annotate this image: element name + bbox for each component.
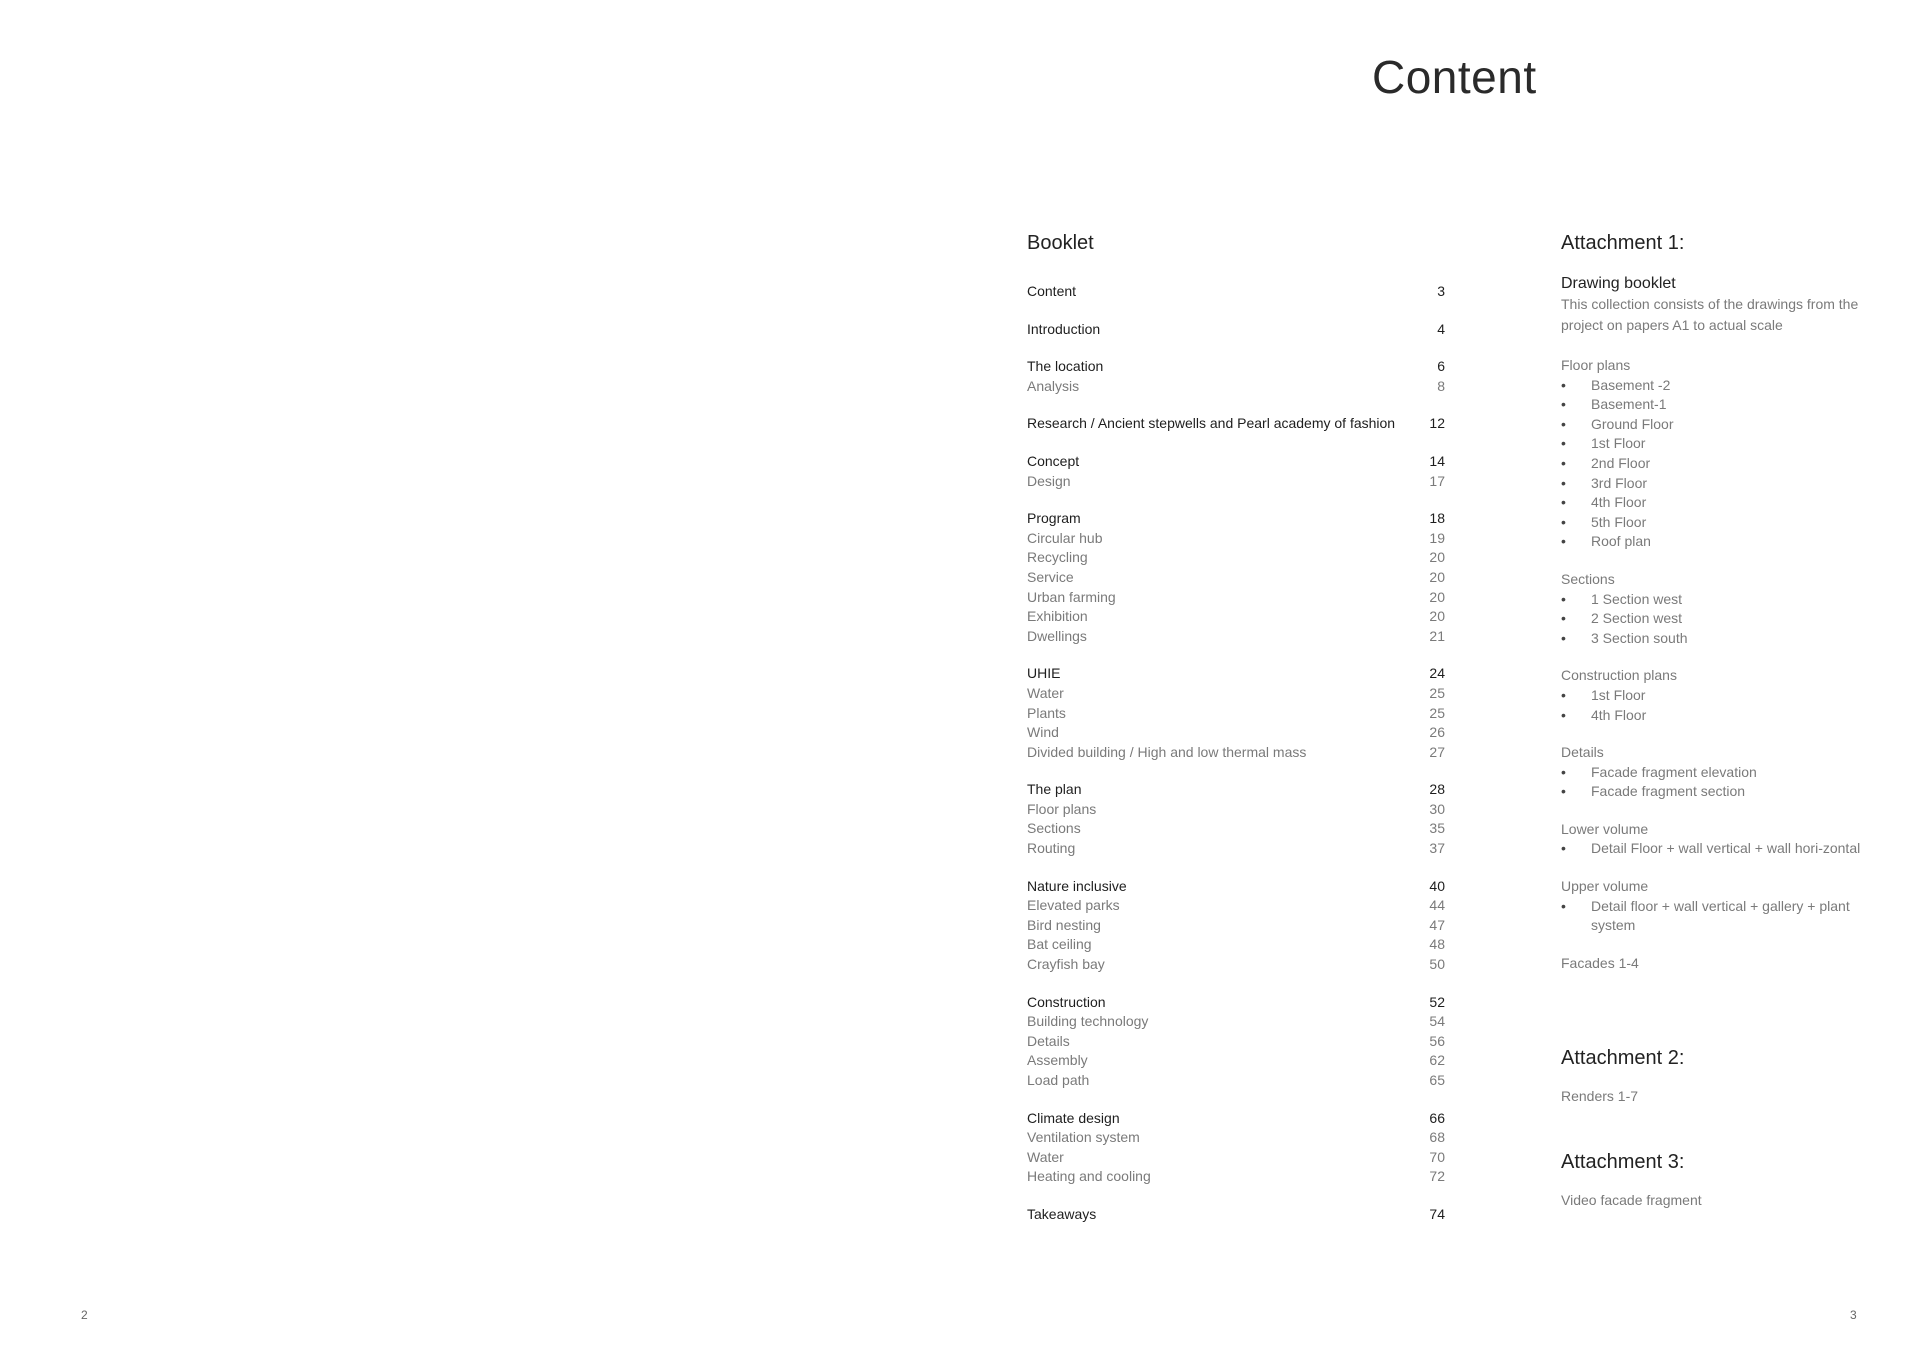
- toc-entry-page: 50: [1429, 956, 1445, 973]
- toc-entry: [1027, 357, 1445, 377]
- toc-subentry: [1027, 896, 1445, 916]
- toc-entry-page: 44: [1429, 897, 1445, 914]
- toc-entry-page: 30: [1429, 800, 1445, 817]
- toc-entry-page: 48: [1429, 936, 1445, 953]
- toc-entry-page: 17: [1429, 472, 1445, 489]
- toc-entry-page: 65: [1429, 1072, 1445, 1088]
- toc-entry-page: 54: [1429, 1013, 1445, 1030]
- attachment-group: [1561, 356, 1861, 552]
- toc-entry-page: 12: [1429, 415, 1445, 432]
- list-item: • Basement -2: [1561, 376, 1861, 396]
- toc-entry-page: 52: [1429, 993, 1445, 1010]
- toc-entry-label: Nature inclusive: [1027, 877, 1127, 894]
- attachment-group-title: Sections: [1561, 570, 1615, 587]
- toc-entry-page: 35: [1429, 820, 1445, 837]
- toc-subentry: [1027, 955, 1445, 975]
- toc-entry-page: 37: [1429, 840, 1445, 857]
- toc-section: [1027, 282, 1445, 302]
- attachment-group-list: [1561, 376, 1861, 552]
- toc-subentry: [1027, 607, 1445, 627]
- toc-subentry: [1027, 1128, 1445, 1148]
- toc-section: [1027, 320, 1445, 340]
- list-item: • 1 Section west: [1561, 590, 1861, 610]
- toc-section: [1027, 877, 1445, 975]
- toc-subentry: [1027, 1071, 1445, 1091]
- toc-entry-label: Analysis: [1027, 377, 1080, 394]
- toc-entry-page: 68: [1429, 1129, 1445, 1146]
- toc-entry-page: 4: [1437, 320, 1445, 337]
- toc-entry-label: The plan: [1027, 781, 1082, 798]
- toc-entry-page: 25: [1429, 684, 1445, 701]
- toc-entry-page: 62: [1429, 1052, 1445, 1069]
- attachment-group-title: Construction plans: [1561, 667, 1677, 684]
- attachment-3-heading: Attachment 3:: [1561, 1151, 1685, 1173]
- toc-entry-page: 20: [1429, 588, 1445, 605]
- toc-entry-page: 72: [1429, 1168, 1445, 1185]
- toc-entry-label: Ventilation system: [1027, 1129, 1140, 1146]
- toc-entry-label: Climate design: [1027, 1109, 1120, 1126]
- toc-entry-page: 47: [1429, 916, 1445, 933]
- toc-subentry: [1027, 819, 1445, 839]
- toc-entry-page: 14: [1429, 452, 1445, 469]
- toc-subentry: [1027, 935, 1445, 955]
- toc-entry-label: Routing: [1027, 840, 1076, 857]
- toc-entry-label: Crayfish bay: [1027, 956, 1105, 973]
- toc-entry-label: Service: [1027, 568, 1074, 585]
- toc-entry-page: 20: [1429, 568, 1445, 585]
- toc-subentry: [1027, 377, 1445, 397]
- toc-subentry: [1027, 916, 1445, 936]
- attachment-1: [1561, 230, 1861, 973]
- list-item: • 1st Floor: [1561, 686, 1861, 706]
- toc-entry-page: 40: [1429, 877, 1445, 894]
- attachment-group-list: [1561, 763, 1861, 802]
- toc-entry-label: Assembly: [1027, 1052, 1088, 1069]
- toc-entry-label: Bird nesting: [1027, 916, 1101, 933]
- toc-section: [1027, 452, 1445, 491]
- toc-section: [1027, 357, 1445, 396]
- attachment-group-title: Upper volume: [1561, 878, 1649, 895]
- toc-entry-label: Circular hub: [1027, 529, 1103, 546]
- attachment-1-facades: Facades 1-4: [1561, 954, 1639, 971]
- attachment-group: [1561, 666, 1861, 725]
- toc-subentry: [1027, 1167, 1445, 1187]
- attachment-group-list: [1561, 839, 1861, 859]
- toc-entry: [1027, 877, 1445, 897]
- toc-entry: [1027, 414, 1445, 434]
- toc-subentry: [1027, 1148, 1445, 1168]
- toc-entry-page: 19: [1429, 529, 1445, 546]
- attachment-group-list: [1561, 590, 1861, 649]
- toc-entry-page: 28: [1429, 781, 1445, 798]
- attachment-group: [1561, 820, 1861, 859]
- toc-subentry: [1027, 704, 1445, 724]
- attachment-1-subheading: Drawing booklet: [1561, 275, 1676, 292]
- toc-subentry: [1027, 684, 1445, 704]
- attachment-group-list: [1561, 686, 1861, 725]
- toc-entry-label: Dwellings: [1027, 627, 1087, 644]
- toc-entry: [1027, 993, 1445, 1013]
- attachment-1-heading: Attachment 1:: [1561, 232, 1685, 254]
- toc-subentry: [1027, 627, 1445, 647]
- list-item: • Facade fragment section: [1561, 782, 1861, 802]
- list-item: • 2 Section west: [1561, 609, 1861, 629]
- attachment-3-text: Video facade fragment: [1561, 1192, 1702, 1208]
- attachment-1-groups: [1561, 356, 1861, 936]
- toc-section: [1027, 509, 1445, 646]
- toc-entry-label: Takeaways: [1027, 1205, 1097, 1222]
- toc-section: [1027, 414, 1445, 434]
- toc-entry-label: Recycling: [1027, 549, 1088, 566]
- toc-entry: [1027, 664, 1445, 684]
- list-item: • Detail floor + wall vertical + gallery + plant system: [1561, 897, 1861, 936]
- toc-subentry: [1027, 472, 1445, 492]
- toc-entry-label: Research / Ancient stepwells and Pearl academy of fashion: [1027, 415, 1396, 432]
- toc-entry-page: 6: [1437, 358, 1445, 375]
- toc-entry-label: Construction: [1027, 993, 1106, 1010]
- toc-entry: [1027, 1109, 1445, 1129]
- attachment-3: [1561, 1149, 1861, 1211]
- toc-entry-label: Wind: [1027, 724, 1059, 741]
- toc-entry-label: Elevated parks: [1027, 897, 1120, 914]
- attachment-group-title: Details: [1561, 744, 1604, 761]
- toc-entry-page: 3: [1437, 283, 1445, 299]
- toc-subentry: [1027, 800, 1445, 820]
- toc-entry-label: Floor plans: [1027, 800, 1097, 817]
- toc-entry: [1027, 509, 1445, 529]
- attachment-group-title: Floor plans: [1561, 357, 1631, 373]
- toc-entry-page: 70: [1429, 1148, 1445, 1165]
- toc-entry-label: Details: [1027, 1032, 1070, 1049]
- toc-subentry: [1027, 1012, 1445, 1032]
- page-number-left: 2: [81, 1308, 88, 1322]
- toc-entry-page: 24: [1429, 665, 1445, 682]
- toc-entry-label: The location: [1027, 358, 1104, 375]
- toc-entry: [1027, 780, 1445, 800]
- list-item: • Basement-1: [1561, 395, 1861, 415]
- toc-entry-label: Divided building / High and low thermal mass: [1027, 743, 1307, 760]
- booklet-heading: Booklet: [1027, 232, 1094, 254]
- toc-subentry: [1027, 529, 1445, 549]
- toc-entry-label: Sections: [1027, 820, 1081, 837]
- toc-subentry: [1027, 568, 1445, 588]
- toc-entry-page: 56: [1429, 1032, 1445, 1049]
- toc-entry: [1027, 452, 1445, 472]
- toc-entry-label: Building technology: [1027, 1013, 1149, 1030]
- attachment-group: [1561, 877, 1861, 936]
- list-item: • 1st Floor: [1561, 434, 1861, 454]
- list-item: • 5th Floor: [1561, 513, 1861, 533]
- toc-entry-label: Concept: [1027, 452, 1080, 469]
- toc-entry: [1027, 282, 1445, 302]
- attachment-2: [1561, 1045, 1861, 1107]
- toc-entry-page: 27: [1429, 743, 1445, 760]
- toc-entry-page: 66: [1429, 1109, 1445, 1126]
- list-item: • 3rd Floor: [1561, 474, 1861, 494]
- toc-entry-label: Water: [1027, 1148, 1064, 1165]
- list-item: • Ground Floor: [1561, 415, 1861, 435]
- booklet-sections: [1027, 282, 1445, 1225]
- list-item: • 3 Section south: [1561, 629, 1861, 649]
- toc-entry-label: Content: [1027, 283, 1077, 299]
- attachment-group-list: [1561, 897, 1861, 936]
- toc-entry-page: 8: [1437, 377, 1445, 394]
- toc-subentry: [1027, 1032, 1445, 1052]
- list-item: • 4th Floor: [1561, 706, 1861, 726]
- toc-subentry: [1027, 839, 1445, 859]
- toc-section: [1027, 780, 1445, 858]
- toc-section: [1027, 1205, 1445, 1225]
- attachment-group-title: Lower volume: [1561, 820, 1649, 837]
- attachment-group: [1561, 743, 1861, 802]
- toc-entry-label: UHIE: [1027, 665, 1061, 682]
- toc-subentry: [1027, 588, 1445, 608]
- attachment-2-heading: Attachment 2:: [1561, 1047, 1685, 1069]
- toc-entry-page: 21: [1429, 627, 1445, 644]
- toc-entry-page: 20: [1429, 549, 1445, 566]
- toc-entry-label: Design: [1027, 472, 1071, 489]
- toc-entry-label: Heating and cooling: [1027, 1168, 1151, 1185]
- toc-subentry: [1027, 743, 1445, 763]
- toc-entry-label: Exhibition: [1027, 608, 1088, 625]
- toc-entry-label: Load path: [1027, 1072, 1090, 1088]
- list-item: • Roof plan: [1561, 532, 1861, 552]
- list-item: • 2nd Floor: [1561, 454, 1861, 474]
- toc-subentry: [1027, 548, 1445, 568]
- toc-entry-label: Water: [1027, 684, 1064, 701]
- toc-entry-label: Urban farming: [1027, 588, 1116, 605]
- toc-subentry: [1027, 1051, 1445, 1071]
- toc-entry-page: 25: [1429, 704, 1445, 721]
- list-item: • 4th Floor: [1561, 493, 1861, 513]
- toc-entry-label: Bat ceiling: [1027, 936, 1092, 953]
- attachment-group: [1561, 570, 1861, 648]
- list-item: • Detail Floor + wall vertical + wall hori-zontal: [1561, 839, 1861, 859]
- attachment-2-text: Renders 1-7: [1561, 1088, 1639, 1104]
- list-item: • Facade fragment elevation: [1561, 763, 1861, 783]
- toc-entry-label: Introduction: [1027, 320, 1101, 337]
- toc-entry: [1027, 320, 1445, 340]
- toc-entry-label: Program: [1027, 510, 1081, 527]
- toc-section: [1027, 993, 1445, 1091]
- toc-subentry: [1027, 723, 1445, 743]
- page-number-right: 3: [1850, 1308, 1857, 1322]
- toc-entry-page: 26: [1429, 724, 1445, 741]
- page-title: Content: [1372, 51, 1537, 103]
- toc-entry-page: 20: [1429, 608, 1445, 625]
- toc-entry-label: Plants: [1027, 704, 1066, 721]
- toc-section: [1027, 664, 1445, 762]
- toc-entry-page: 18: [1429, 510, 1445, 527]
- toc-entry: [1027, 1205, 1445, 1225]
- booklet-column: [1027, 230, 1445, 1243]
- toc-entry-page: 74: [1429, 1205, 1445, 1222]
- attachment-1-description: This collection consists of the drawings from the project on papers A1 to actual scale: [1561, 296, 1859, 333]
- toc-section: [1027, 1109, 1445, 1187]
